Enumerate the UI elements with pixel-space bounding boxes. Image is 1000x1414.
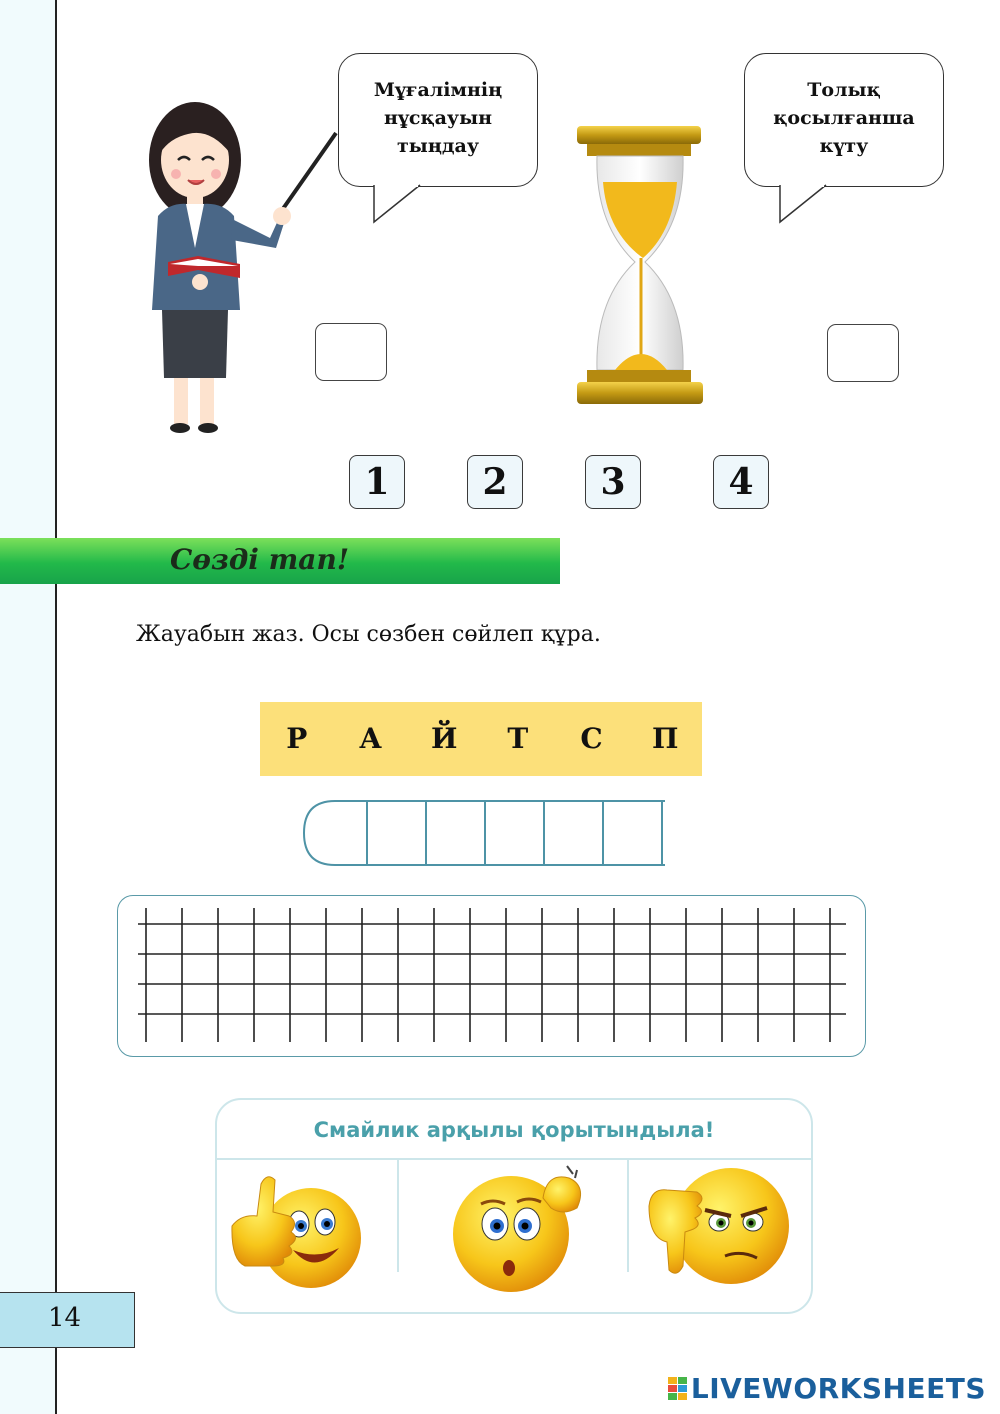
speech-bubble-body [744,53,944,187]
task-instruction: Жауабын жаз. Осы сөзбен сөйлеп құра. [136,622,601,647]
bubble-line: Мұғалімнің [373,79,503,101]
bubble-line: Толық [807,79,881,101]
speech-bubble-body [338,53,538,187]
section-title: Сөзді тап! [170,543,350,576]
order-answer-box[interactable] [315,323,387,381]
self-assessment-title: Смайлик арқылы қорытындыла! [313,1118,715,1142]
bubble-line: күту [819,135,869,157]
bubble-line: қосылғанша [773,107,915,129]
self-assessment-panel [215,1098,813,1314]
liveworksheets-logo [668,1372,986,1405]
page-number: 14 [48,1303,82,1333]
bubble-line: тыңдау [397,135,479,157]
order-number-option[interactable]: 4 [713,455,769,509]
speech-bubble-tail [778,184,830,224]
thumbs-down-smiley-icon[interactable] [645,1166,795,1292]
speech-bubble-left [338,53,538,223]
page-margin-strip [0,0,57,1414]
scrambled-letter: С [580,722,603,755]
order-number-option[interactable]: 1 [349,455,405,509]
confused-smiley-icon[interactable] [447,1164,597,1294]
word-answer-cells[interactable] [303,800,665,866]
order-number-option[interactable]: 3 [585,455,641,509]
hourglass-icon [575,124,705,408]
teacher-illustration [140,98,350,438]
writing-grid-lines [118,896,865,1056]
scrambled-letters-bar [260,702,702,776]
speech-bubble-right [744,53,944,223]
panel-divider [627,1160,629,1272]
scrambled-letter: Р [286,722,308,755]
order-number-option[interactable]: 2 [467,455,523,509]
scrambled-letter: А [359,722,382,755]
scrambled-letter: Т [507,722,529,755]
panel-divider [397,1160,399,1272]
speech-bubble-tail [372,184,424,224]
sentence-writing-grid[interactable] [117,895,866,1057]
logo-text: LIVEWORKSHEETS [690,1372,986,1405]
order-answer-box[interactable] [827,324,899,382]
logo-mark-icon [668,1377,687,1400]
scrambled-letter: Й [430,722,458,755]
thumbs-up-smiley-icon[interactable] [227,1166,367,1292]
panel-divider [217,1158,811,1160]
scrambled-letter: П [651,722,679,755]
bubble-line: нұсқауын [383,107,493,129]
